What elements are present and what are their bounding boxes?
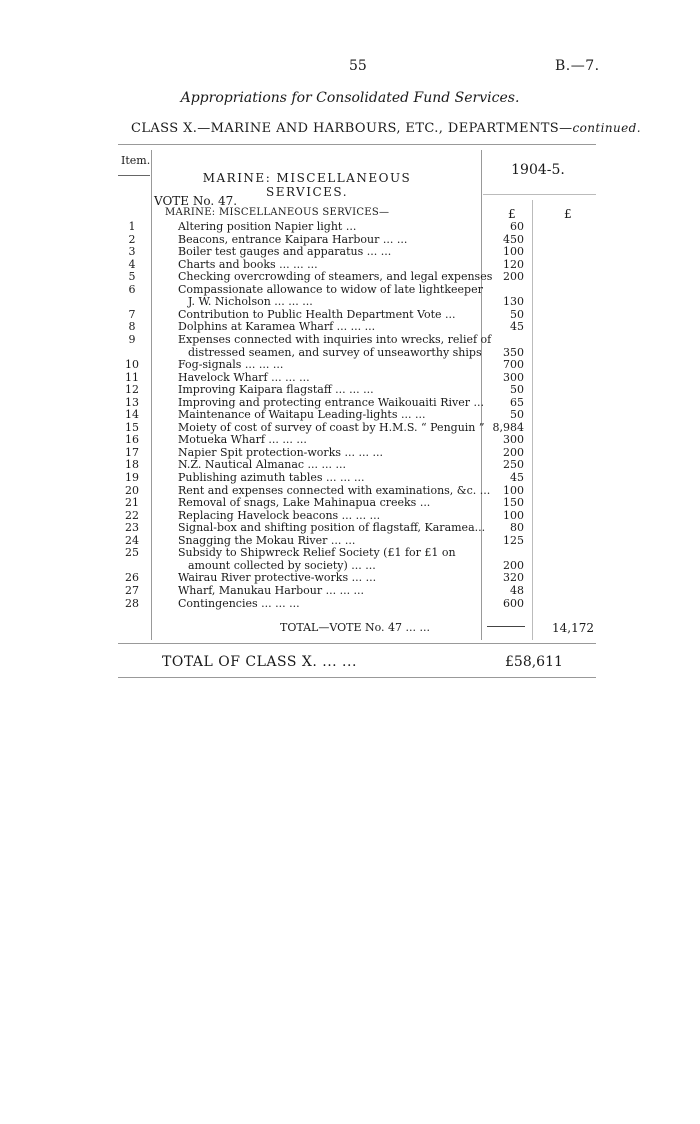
- table-row: [118, 295, 596, 308]
- item-number: 15: [125, 421, 139, 434]
- item-description: Havelock Wharf ... ... ...: [178, 371, 310, 384]
- item-description: distressed seamen, and survey of unseaworthy ships: [188, 346, 482, 359]
- item-description: Moiety of cost of survey of coast by H.M.S. “ Penguin ”: [178, 421, 485, 434]
- item-description: Rent and expenses connected with examinations, &c. ...: [178, 484, 491, 497]
- item-column-header: Item.: [121, 154, 151, 167]
- item-amount: 600: [503, 597, 524, 610]
- subtotal-rule: [487, 626, 525, 627]
- header-right-rule: [483, 194, 596, 195]
- item-number: 25: [125, 546, 139, 559]
- item-amount: 200: [503, 446, 524, 459]
- item-number: 21: [125, 496, 139, 509]
- item-description: Beacons, entrance Kaipara Harbour ... ...: [178, 233, 408, 246]
- item-number: 4: [128, 258, 136, 271]
- item-amount: 8,984: [492, 421, 524, 434]
- item-amount: 80: [510, 521, 524, 534]
- item-description: Signal-box and shifting position of flagstaff, Karamea...: [178, 521, 486, 534]
- item-description: Maintenance of Waitapu Leading-lights ... ...: [178, 408, 426, 421]
- item-description: Wharf, Manukau Harbour ... ... ...: [178, 584, 365, 597]
- class-total-rule: [118, 677, 596, 678]
- item-amount: 60: [510, 220, 524, 233]
- item-description: Charts and books ... ... ...: [178, 258, 318, 271]
- item-number: 10: [125, 358, 139, 371]
- table-row: [118, 546, 596, 559]
- item-amount: 450: [503, 233, 524, 246]
- item-description: Improving and protecting entrance Waikouaiti River ...: [178, 396, 484, 409]
- item-number: 12: [125, 383, 139, 396]
- item-amount: 45: [510, 471, 524, 484]
- item-number: 24: [125, 534, 139, 547]
- item-number: 14: [125, 408, 139, 421]
- table-row: [118, 458, 596, 471]
- table-row: [118, 408, 596, 421]
- item-number: 2: [128, 233, 136, 246]
- currency-symbol-items: £: [508, 207, 516, 221]
- table-row: [118, 496, 596, 509]
- item-description: Subsidy to Shipwreck Relief Society (£1 for £1 on: [178, 546, 456, 559]
- item-header-rule: [118, 175, 150, 176]
- item-amount: 50: [510, 408, 524, 421]
- vote-total-amount: 14,172: [552, 621, 594, 635]
- vote-label: VOTE No. 47.: [154, 194, 238, 208]
- item-description: Expenses connected with inquiries into wrecks, relief of: [178, 333, 492, 346]
- year-column-header: 1904-5.: [511, 162, 565, 178]
- item-description: Checking overcrowding of steamers, and legal expenses: [178, 270, 493, 283]
- table-row: [118, 383, 596, 396]
- item-number: 3: [128, 245, 136, 258]
- item-description: Publishing azimuth tables ... ... ...: [178, 471, 365, 484]
- item-amount: 150: [503, 496, 524, 509]
- top-rule: [118, 144, 596, 145]
- item-description: Contribution to Public Health Department Vote ...: [178, 308, 456, 321]
- table-row: [118, 571, 596, 584]
- item-description: Napier Spit protection-works ... ... ...: [178, 446, 383, 459]
- item-amount: 120: [503, 258, 524, 271]
- item-description: Compassionate allowance to widow of late lightkeeper: [178, 283, 483, 296]
- item-number: 5: [128, 270, 136, 283]
- table-row: [118, 270, 596, 283]
- item-number: 9: [128, 333, 136, 346]
- item-amount: 200: [503, 559, 524, 572]
- item-number: 22: [125, 509, 139, 522]
- item-amount: 125: [503, 534, 524, 547]
- item-number: 19: [125, 471, 139, 484]
- item-number: 1: [128, 220, 136, 233]
- item-description: amount collected by society) ... ...: [188, 559, 376, 572]
- table-row: [118, 521, 596, 534]
- page-subtitle: Appropriations for Consolidated Fund Services.: [180, 90, 520, 106]
- item-description: Replacing Havelock beacons ... ... ...: [178, 509, 381, 522]
- table-row: [118, 245, 596, 258]
- table-row: [118, 220, 596, 233]
- item-amount: 130: [503, 295, 524, 308]
- item-amount: 350: [503, 346, 524, 359]
- table-row: [118, 584, 596, 597]
- item-number: 7: [128, 308, 136, 321]
- item-amount: 700: [503, 358, 524, 371]
- item-number: 20: [125, 484, 139, 497]
- item-amount: 300: [503, 433, 524, 446]
- table-row: [118, 320, 596, 333]
- item-amount: 250: [503, 458, 524, 471]
- class-total-label: TOTAL OF CLASS X. ... ...: [162, 654, 357, 670]
- item-description: Contingencies ... ... ...: [178, 597, 300, 610]
- item-number: 16: [125, 433, 139, 446]
- item-number: 8: [128, 320, 136, 333]
- item-amount: 100: [503, 245, 524, 258]
- item-number: 18: [125, 458, 139, 471]
- item-amount: 320: [503, 571, 524, 584]
- table-row: [118, 471, 596, 484]
- table-row: [118, 597, 596, 610]
- item-amount: 65: [510, 396, 524, 409]
- item-description: Altering position Napier light ...: [178, 220, 357, 233]
- item-number: 26: [125, 571, 139, 584]
- vote-heading: MARINE: MISCELLANEOUS SERVICES—: [165, 207, 390, 218]
- item-description: Snagging the Mokau River ... ...: [178, 534, 356, 547]
- class-heading: [131, 121, 641, 136]
- class-continued: continued.: [572, 121, 641, 135]
- item-description: Motueka Wharf ... ... ...: [178, 433, 307, 446]
- section-title: MARINE: MISCELLANEOUS SERVICES.: [202, 171, 412, 199]
- currency-symbol-total: £: [564, 207, 572, 221]
- item-amount: 48: [510, 584, 524, 597]
- item-amount: 100: [503, 484, 524, 497]
- vote-total-label: TOTAL—VOTE No. 47 ... ...: [280, 621, 430, 634]
- item-description: Improving Kaipara flagstaff ... ... ...: [178, 383, 374, 396]
- item-number: 28: [125, 597, 139, 610]
- item-description: Dolphins at Karamea Wharf ... ... ...: [178, 320, 376, 333]
- item-description: Fog-signals ... ... ...: [178, 358, 284, 371]
- item-amount: 45: [510, 320, 524, 333]
- item-amount: 100: [503, 509, 524, 522]
- class-title: CLASS X.—MARINE AND HARBOURS, ETC., DEPARTMENTS—: [131, 121, 573, 136]
- table-row: [118, 433, 596, 446]
- item-number: 27: [125, 584, 139, 597]
- class-total-amount: £58,611: [505, 654, 563, 670]
- item-amount: 300: [503, 371, 524, 384]
- page-number: 55: [349, 58, 367, 74]
- item-number: 17: [125, 446, 139, 459]
- item-amount: 200: [503, 270, 524, 283]
- item-description: Removal of snags, Lake Mahinapua creeks ...: [178, 496, 431, 509]
- item-number: 6: [128, 283, 136, 296]
- item-number: 23: [125, 521, 139, 534]
- item-description: J. W. Nicholson ... ... ...: [188, 295, 313, 308]
- item-amount: 50: [510, 308, 524, 321]
- item-number: 13: [125, 396, 139, 409]
- bottom-rule: [118, 643, 596, 644]
- document-reference: B.—7.: [555, 58, 600, 74]
- item-description: N.Z. Nautical Almanac ... ... ...: [178, 458, 347, 471]
- table-row: [118, 358, 596, 371]
- item-number: 11: [125, 371, 139, 384]
- item-amount: 50: [510, 383, 524, 396]
- item-description: Wairau River protective-works ... ...: [178, 571, 377, 584]
- item-description: Boiler test gauges and apparatus ... ...: [178, 245, 392, 258]
- table-row: [118, 333, 596, 346]
